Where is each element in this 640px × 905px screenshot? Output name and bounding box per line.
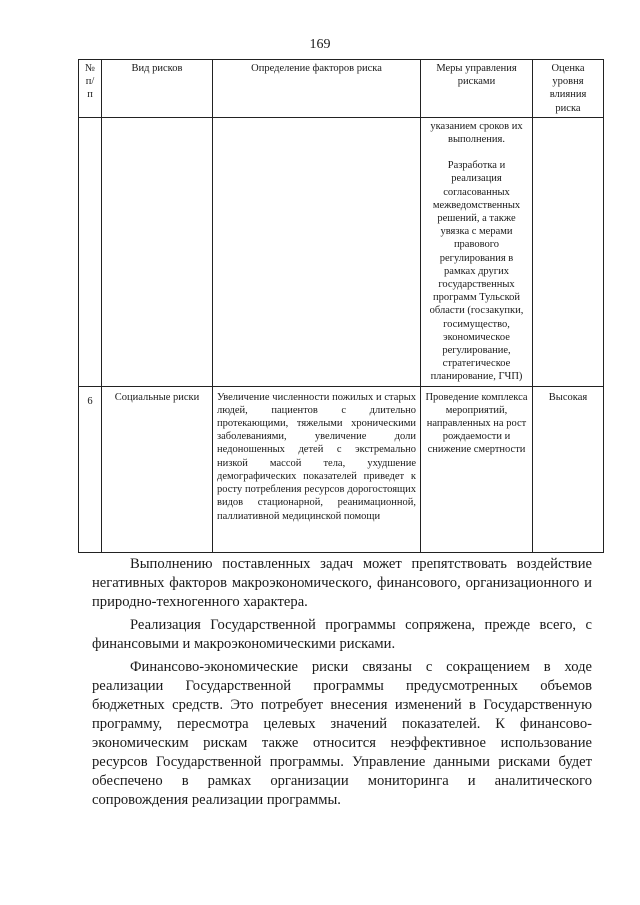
cell-num: 6 bbox=[79, 386, 102, 552]
header-risk-level: Оценка уровня влияния риска bbox=[533, 60, 604, 118]
header-risk-measures: Меры управления рисками bbox=[421, 60, 533, 118]
cell-measures bbox=[421, 117, 533, 386]
table-row bbox=[79, 386, 604, 552]
table-row-continuation bbox=[79, 117, 604, 386]
risk-table bbox=[78, 59, 604, 553]
cell-type bbox=[102, 117, 213, 386]
cell-definition: Увеличение численности пожилых и старых людей, пациентов с длительно протекающими, тяжелыми хроническими заболеваниями, увеличение доли недоношенных детей с экстремально низкой массой тела, ухудшение демографических показателей приведет к росту потребления ресурсов дорогостоящих видов стационарной, реанимационной, паллиативной медицинской помощи bbox=[213, 386, 421, 552]
page-number: 169 bbox=[309, 37, 331, 52]
cell-type: Социальные риски bbox=[102, 386, 213, 552]
cell-definition bbox=[213, 117, 421, 386]
cell-num bbox=[79, 117, 102, 386]
paragraph: Выполнению поставленных задач может препятствовать воздействие негативных факторов макроэкономического, финансового, организационного и природно-техногенного характера. bbox=[92, 556, 592, 610]
header-risk-definition: Определение факторов риска bbox=[213, 60, 421, 118]
header-num: № п/п bbox=[79, 60, 102, 118]
cell-measures: Проведение комплекса мероприятий, направленных на рост рождаемости и снижение смертности bbox=[421, 386, 533, 552]
measures-paragraph: указанием сроков их выполнения. bbox=[430, 120, 523, 146]
paragraph: Реализация Государственной программы сопряжена, прежде всего, с финансовыми и макроэкономическими рисками. bbox=[92, 617, 592, 652]
cell-level: Высокая bbox=[533, 386, 604, 552]
table-header-row bbox=[79, 60, 604, 118]
body-text bbox=[92, 555, 592, 814]
cell-level bbox=[533, 117, 604, 386]
measures-paragraph: Разработка и реализация согласованных межведомственных решений, а также увязка с мерами правового регулирования в рамках других государственных программ Тульской области (госзакупки, госимущество, экономическое регулирование, стратегическое планирование, ГЧП) bbox=[429, 160, 524, 383]
paragraph: Финансово-экономические риски связаны с сокращением в ходе реализации Государственной программы предусмотренных объемов бюджетных средств. Это потребует внесения изменений в Государственную программу, пересмотра целевых значений показателей. К финансово-экономическим рискам также относится неэффективное использование ресурсов Государственной программы. Управление данными рисками будет обеспечено в рамках организации мониторинга и аналитического сопровождения реализации программы. bbox=[92, 659, 592, 808]
header-risk-type: Вид рисков bbox=[102, 60, 213, 118]
